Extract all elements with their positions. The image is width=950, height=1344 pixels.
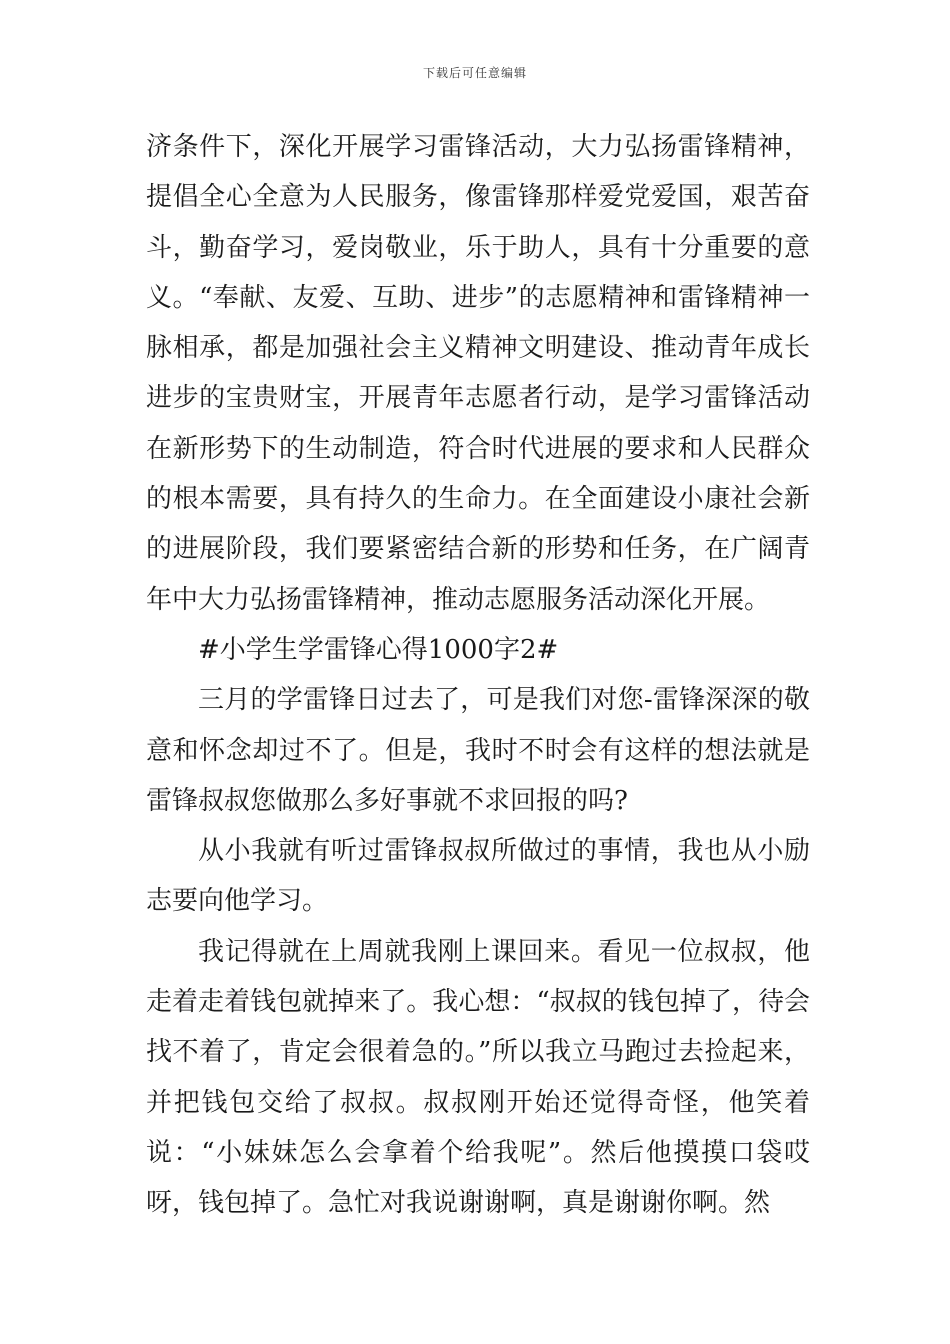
paragraph: 我记得就在上周就我刚上课回来。看见一位叔叔，他走着走着钱包就掉来了。我心想：“叔叔的钱包掉了，待会找不着了，肯定会很着急的。”所以我立马跑过去捡起来，并把钱包交给了叔叔。叔叔刚开始还觉得奇怪，他笑着说：“小妹妹怎么会拿着个给我呢”。然后他摸摸口袋哎呀，钱包掉了。急忙对我说谢谢啊，真是谢谢你啊。然 — [146, 936, 810, 1219]
paragraph-continuation: 济条件下，深化开展学习雷锋活动，大力弘扬雷锋精神，提倡全心全意为人民服务，像雷锋那样爱党爱国，艰苦奋斗，勤奋学习，爱岗敬业，乐于助人，具有十分重要的意义。“奉献、友爱、互助、进步”的志愿精神和雷锋精神一脉相承，都是加强社会主义精神文明建设、推动青年成长进步的宝贵财宝，开展青年志愿者行动，是学习雷锋活动在新形势下的生动制造，符合时代进展的要求和人民群众的根本需要，具有持久的生命力。在全面建设小康社会新的进展阶段，我们要紧密结合新的形势和任务，在广阔青年中大力弘扬雷锋精神，推动志愿服务活动深化开展。 — [146, 132, 810, 615]
page-header: 下载后可任意编辑 — [422, 66, 527, 80]
document-body — [146, 122, 810, 1229]
section-heading: #小学生学雷锋心得1000字2# — [198, 634, 559, 665]
paragraph: 从小我就有听过雷锋叔叔所做过的事情，我也从小励志要向他学习。 — [146, 836, 810, 917]
paragraph: 三月的学雷锋日过去了，可是我们对您-雷锋深深的敬意和怀念却过不了。但是，我时不时会有这样的想法就是雷锋叔叔您做那么多好事就不求回报的吗? — [146, 685, 810, 816]
